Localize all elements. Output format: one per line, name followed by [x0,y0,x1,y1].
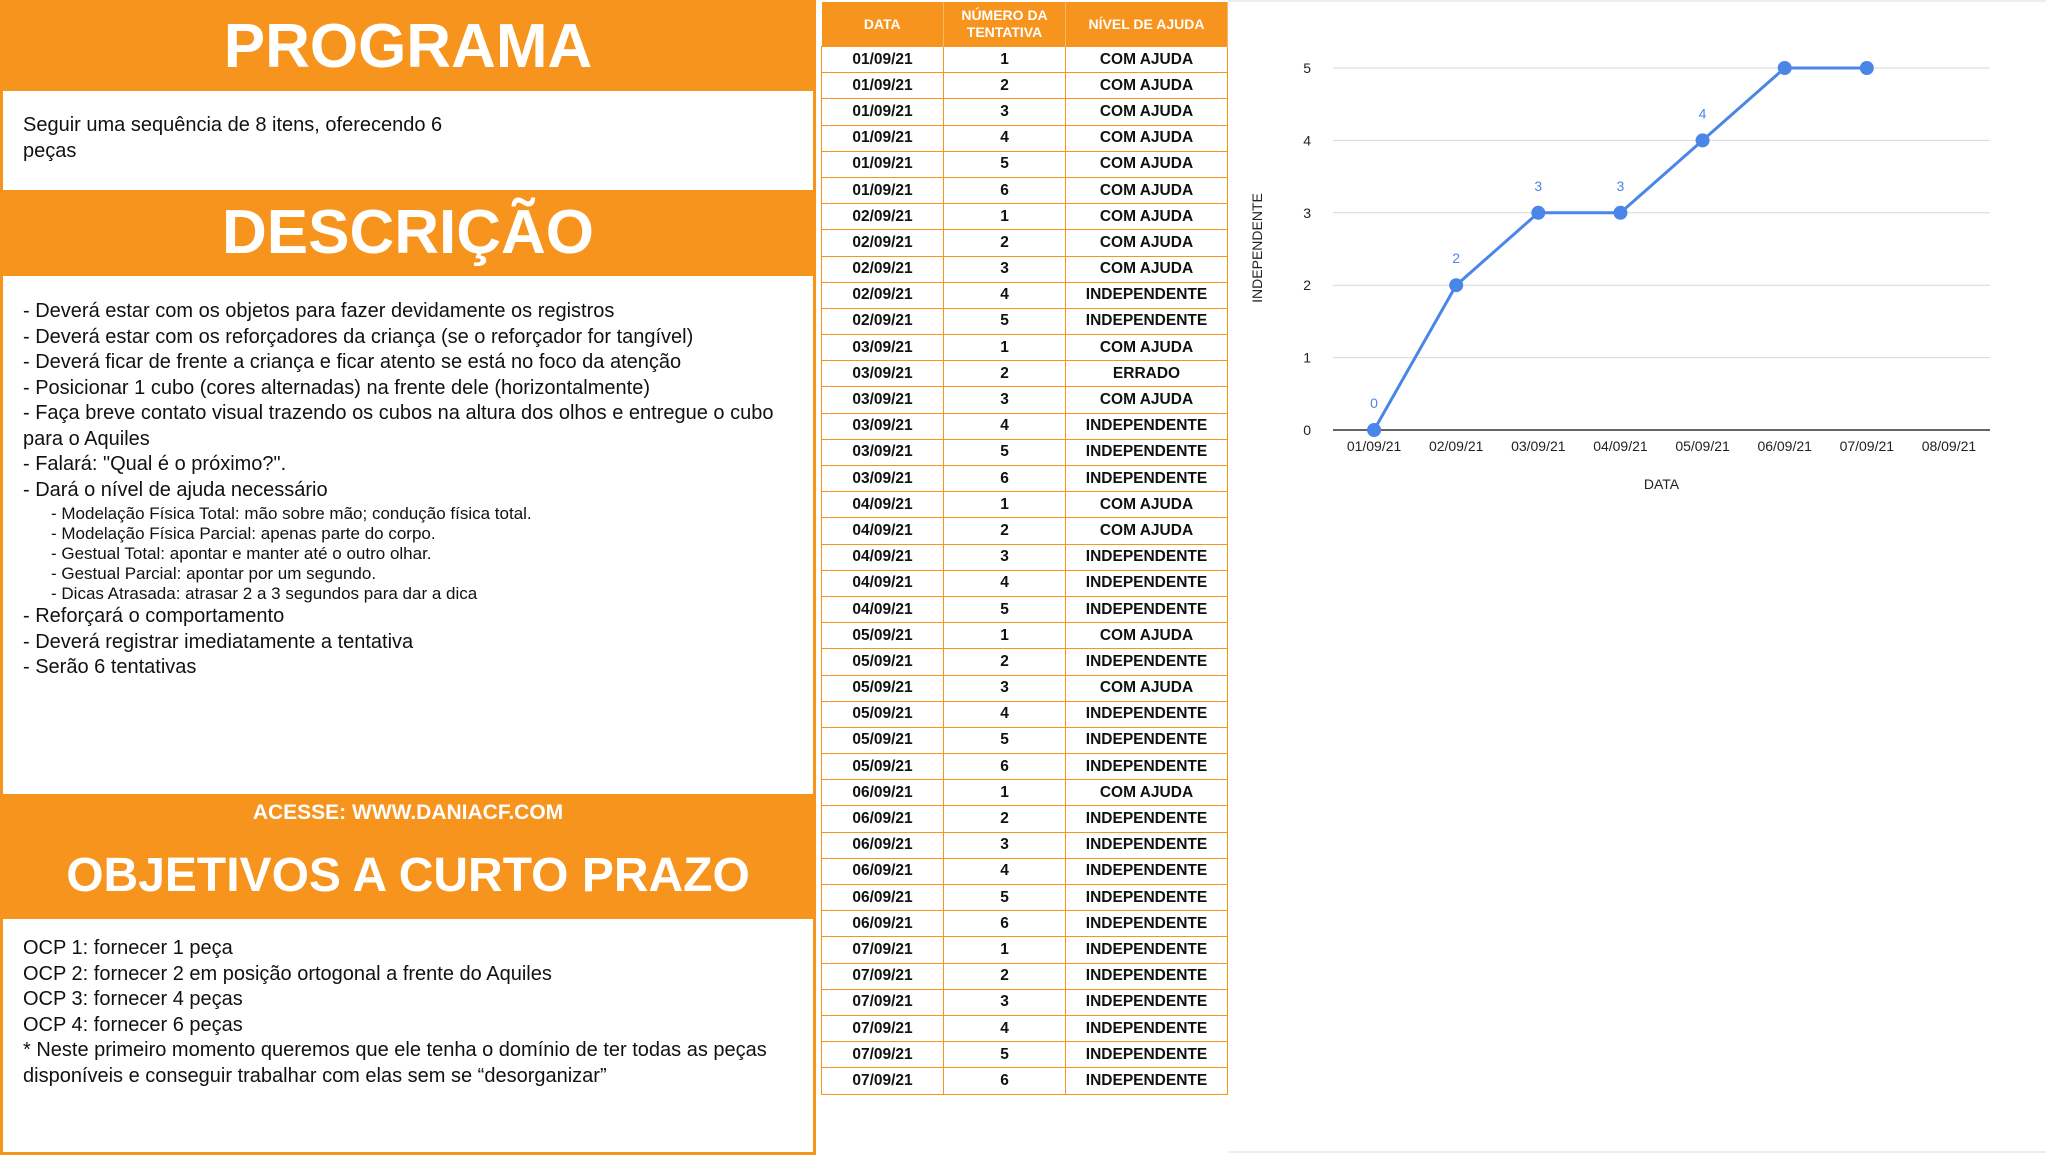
cell-nivel: COM AJUDA [1066,204,1228,230]
cell-data: 01/09/21 [822,99,944,125]
cell-tentativa: 3 [944,544,1066,570]
table-row [822,492,1228,518]
y-axis-label: INDEPENDENTE [1249,193,1265,303]
table-row [822,73,1228,99]
programa-header: PROGRAMA [3,3,813,91]
table-row [822,832,1228,858]
cell-tentativa: 3 [944,256,1066,282]
table-row [822,335,1228,361]
cell-nivel: COM AJUDA [1066,492,1228,518]
cell-nivel: COM AJUDA [1066,125,1228,151]
table-row [822,780,1228,806]
cell-data: 03/09/21 [822,466,944,492]
cell-tentativa: 1 [944,47,1066,73]
cell-nivel: COM AJUDA [1066,151,1228,177]
cell-tentativa: 6 [944,177,1066,203]
table-row [822,911,1228,937]
cell-nivel: COM AJUDA [1066,256,1228,282]
cell-tentativa: 4 [944,125,1066,151]
cell-tentativa: 5 [944,439,1066,465]
data-label: 3 [1616,177,1625,194]
cell-data: 05/09/21 [822,754,944,780]
objetivo-item: * Neste primeiro momento queremos que ele tenha o domínio de ter todas as peças disponíveis e conseguir trabalhar com elas sem se “desorganizar” [23,1039,767,1087]
descricao-item: - Dará o nível de ajuda necessário [23,478,328,501]
cell-data: 02/09/21 [822,282,944,308]
objetivo-item: OCP 3: fornecer 4 peças [23,988,243,1010]
y-tick-label: 3 [1303,204,1311,221]
column-header-data: DATA [822,2,944,47]
data-point [1449,278,1463,292]
cell-nivel: INDEPENDENTE [1066,544,1228,570]
data-label: 3 [1534,177,1543,194]
cell-nivel: COM AJUDA [1066,675,1228,701]
cell-data: 07/09/21 [822,937,944,963]
cell-nivel: INDEPENDENTE [1066,308,1228,334]
cell-nivel: INDEPENDENTE [1066,727,1228,753]
cell-data: 06/09/21 [822,885,944,911]
data-label: 4 [1698,105,1707,122]
cell-nivel: COM AJUDA [1066,177,1228,203]
cell-nivel: COM AJUDA [1066,335,1228,361]
data-point [1531,206,1545,220]
y-tick-label: 5 [1303,60,1311,76]
cell-data: 06/09/21 [822,911,944,937]
descricao-item: - Deverá ficar de frente a criança e ficar atento se está no foco da atenção [23,351,682,373]
cell-tentativa: 1 [944,623,1066,649]
data-point [1696,133,1710,147]
table-row [822,544,1228,570]
table-row [822,963,1228,989]
cell-nivel: INDEPENDENTE [1066,911,1228,937]
cell-data: 05/09/21 [822,623,944,649]
cell-tentativa: 3 [944,387,1066,413]
table-row [822,413,1228,439]
cell-nivel: INDEPENDENTE [1066,754,1228,780]
cell-data: 07/09/21 [822,989,944,1015]
cell-tentativa: 5 [944,727,1066,753]
cell-tentativa: 4 [944,701,1066,727]
table-row [822,177,1228,203]
objetivo-item: OCP 4: fornecer 6 peças [23,1013,243,1036]
x-tick-label: 02/09/21 [1428,438,1484,454]
cell-data: 05/09/21 [822,649,944,675]
data-point [1613,206,1627,220]
cell-data: 07/09/21 [822,1068,944,1094]
y-tick-label: 0 [1303,422,1311,438]
cell-nivel: INDEPENDENTE [1066,701,1228,727]
objetivo-item: OCP 1: fornecer 1 peça [23,937,233,959]
cell-data: 07/09/21 [822,1042,944,1068]
table-row [822,439,1228,465]
cell-nivel: INDEPENDENTE [1066,832,1228,858]
cell-data: 06/09/21 [822,858,944,884]
cell-nivel: INDEPENDENTE [1066,937,1228,963]
data-point [1778,61,1792,75]
y-tick-label: 4 [1303,132,1311,149]
objetivo-item: OCP 2: fornecer 2 em posição ortogonal a frente do Aquiles [23,962,552,985]
cell-data: 04/09/21 [822,518,944,544]
cell-tentativa: 5 [944,308,1066,334]
table-row [822,151,1228,177]
cell-nivel: INDEPENDENTE [1066,1042,1228,1068]
series-line [1374,68,1867,430]
cell-tentativa: 2 [944,73,1066,99]
cell-tentativa: 5 [944,885,1066,911]
cell-tentativa: 6 [944,754,1066,780]
cell-tentativa: 3 [944,989,1066,1015]
table-row [822,1042,1228,1068]
cell-nivel: INDEPENDENTE [1066,570,1228,596]
column-header-nivel: NÍVEL DE AJUDA [1066,2,1228,47]
cell-nivel: INDEPENDENTE [1066,806,1228,832]
table-row [822,47,1228,73]
cell-tentativa: 2 [944,649,1066,675]
cell-nivel: INDEPENDENTE [1066,885,1228,911]
cell-nivel: COM AJUDA [1066,780,1228,806]
independence-line-chart [1228,0,2048,560]
descricao-item: - Serão 6 tentativas [23,656,197,678]
cell-nivel: INDEPENDENTE [1066,649,1228,675]
cell-tentativa: 5 [944,1042,1066,1068]
x-axis-label: DATA [1643,476,1680,492]
table-row [822,256,1228,282]
table-row [822,204,1228,230]
descricao-item: - Deverá estar com os objetos para fazer devidamente os registros [23,300,615,322]
table-row [822,989,1228,1015]
descricao-subitem: - Dicas Atrasada: atrasar 2 a 3 segundos para dar a dica [51,584,478,603]
table-header-row [822,2,1228,47]
cell-nivel: INDEPENDENTE [1066,596,1228,622]
cell-tentativa: 1 [944,204,1066,230]
cell-tentativa: 4 [944,282,1066,308]
descricao-subitem: - Modelação Física Parcial: apenas parte do corpo. [51,524,436,543]
cell-nivel: INDEPENDENTE [1066,1015,1228,1041]
descricao-list [23,299,793,681]
attempts-table [821,2,1227,1095]
table-row [822,1068,1228,1094]
descricao-item: - Deverá registrar imediatamente a tentativa [23,630,414,653]
cell-tentativa: 4 [944,413,1066,439]
cell-data: 04/09/21 [822,544,944,570]
cell-tentativa: 1 [944,937,1066,963]
cell-tentativa: 4 [944,858,1066,884]
cell-nivel: INDEPENDENTE [1066,439,1228,465]
descricao-subitem: - Gestual Parcial: apontar por um segundo. [51,564,377,583]
website-banner[interactable]: ACESSE: WWW.DANIACF.COM [3,794,813,832]
cell-data: 07/09/21 [822,963,944,989]
x-tick-label: 05/09/21 [1675,438,1730,454]
cell-nivel: INDEPENDENTE [1066,858,1228,884]
table-row [822,596,1228,622]
cell-data: 04/09/21 [822,596,944,622]
descricao-subitem: - Modelação Física Total: mão sobre mão; condução física total. [51,504,532,523]
cell-nivel: COM AJUDA [1066,623,1228,649]
program-panel [0,0,816,1155]
x-tick-label: 07/09/21 [1839,438,1895,454]
objetivos-header: OBJETIVOS A CURTO PRAZO [3,832,813,919]
cell-data: 05/09/21 [822,727,944,753]
cell-nivel: COM AJUDA [1066,387,1228,413]
cell-nivel: COM AJUDA [1066,99,1228,125]
table-row [822,387,1228,413]
table-row [822,125,1228,151]
table-row [822,885,1228,911]
cell-data: 01/09/21 [822,151,944,177]
table-row [822,282,1228,308]
cell-data: 03/09/21 [822,439,944,465]
table-row [822,1015,1228,1041]
descricao-item: - Faça breve contato visual trazendo os cubos na altura dos olhos e entregue o cubo para o Aquiles [23,402,774,450]
y-tick-label: 1 [1303,349,1311,366]
descricao-item: - Reforçará o comportamento [23,605,285,627]
descricao-subitem: - Gestual Total: apontar e manter até o outro olhar. [51,544,432,563]
cell-tentativa: 2 [944,806,1066,832]
table-row [822,937,1228,963]
cell-tentativa: 6 [944,911,1066,937]
cell-tentativa: 2 [944,518,1066,544]
cell-nivel: COM AJUDA [1066,230,1228,256]
table-row [822,727,1228,753]
cell-tentativa: 1 [944,492,1066,518]
cell-data: 04/09/21 [822,492,944,518]
cell-nivel: INDEPENDENTE [1066,282,1228,308]
cell-nivel: COM AJUDA [1066,73,1228,99]
cell-nivel: INDEPENDENTE [1066,413,1228,439]
cell-tentativa: 5 [944,596,1066,622]
descricao-header: DESCRIÇÃO [3,190,813,276]
programa-text: Seguir uma sequência de 8 itens, oferecendo 6 peças [23,114,443,162]
table-row [822,675,1228,701]
cell-tentativa: 1 [944,780,1066,806]
cell-tentativa: 5 [944,151,1066,177]
cell-tentativa: 4 [944,570,1066,596]
data-label: 0 [1370,395,1378,411]
table-row [822,806,1228,832]
cell-data: 05/09/21 [822,675,944,701]
x-tick-label: 03/09/21 [1511,438,1566,454]
cell-tentativa: 2 [944,963,1066,989]
table-row [822,230,1228,256]
cell-data: 02/09/21 [822,230,944,256]
cell-nivel: INDEPENDENTE [1066,466,1228,492]
table-row [822,99,1228,125]
objetivos-list [23,936,793,1089]
table-row [822,361,1228,387]
table-row [822,466,1228,492]
table-row [822,754,1228,780]
table-body [822,47,1228,1095]
descricao-item: - Posicionar 1 cubo (cores alternadas) na frente dele (horizontalmente) [23,376,650,399]
table-row [822,570,1228,596]
cell-nivel: COM AJUDA [1066,518,1228,544]
cell-tentativa: 2 [944,361,1066,387]
cell-data: 06/09/21 [822,806,944,832]
descricao-item: - Deverá estar com os reforçadores da criança (se o reforçador for tangível) [23,325,694,348]
cell-nivel: INDEPENDENTE [1066,1068,1228,1094]
cell-data: 02/09/21 [822,308,944,334]
cell-tentativa: 6 [944,466,1066,492]
cell-data: 06/09/21 [822,832,944,858]
cell-data: 03/09/21 [822,387,944,413]
table-row [822,649,1228,675]
cell-data: 04/09/21 [822,570,944,596]
table-row [822,518,1228,544]
cell-data: 01/09/21 [822,47,944,73]
cell-data: 02/09/21 [822,204,944,230]
column-header-tentativa: NÚMERO DA TENTATIVA [944,2,1066,47]
table-row [822,308,1228,334]
table-row [822,701,1228,727]
cell-nivel: INDEPENDENTE [1066,963,1228,989]
cell-data: 03/09/21 [822,335,944,361]
x-tick-label: 04/09/21 [1593,438,1648,454]
table-row [822,623,1228,649]
cell-nivel: COM AJUDA [1066,47,1228,73]
x-tick-label: 06/09/21 [1757,438,1812,454]
cell-nivel: INDEPENDENTE [1066,989,1228,1015]
data-point [1860,61,1874,75]
cell-tentativa: 3 [944,832,1066,858]
cell-data: 03/09/21 [822,361,944,387]
data-point [1367,423,1381,437]
cell-data: 01/09/21 [822,177,944,203]
x-tick-label: 08/09/21 [1921,438,1977,454]
cell-tentativa: 6 [944,1068,1066,1094]
x-tick-label: 01/09/21 [1346,438,1402,454]
cell-data: 05/09/21 [822,701,944,727]
cell-tentativa: 4 [944,1015,1066,1041]
cell-data: 03/09/21 [822,413,944,439]
cell-tentativa: 3 [944,99,1066,125]
cell-tentativa: 2 [944,230,1066,256]
cell-nivel: ERRADO [1066,361,1228,387]
cell-data: 02/09/21 [822,256,944,282]
cell-data: 06/09/21 [822,780,944,806]
cell-data: 07/09/21 [822,1015,944,1041]
data-label: 2 [1452,250,1461,267]
y-tick-label: 2 [1303,277,1311,294]
cell-data: 01/09/21 [822,73,944,99]
table-row [822,858,1228,884]
descricao-item: - Falará: "Qual é o próximo?". [23,453,287,475]
cell-tentativa: 1 [944,335,1066,361]
cell-data: 01/09/21 [822,125,944,151]
cell-tentativa: 3 [944,675,1066,701]
